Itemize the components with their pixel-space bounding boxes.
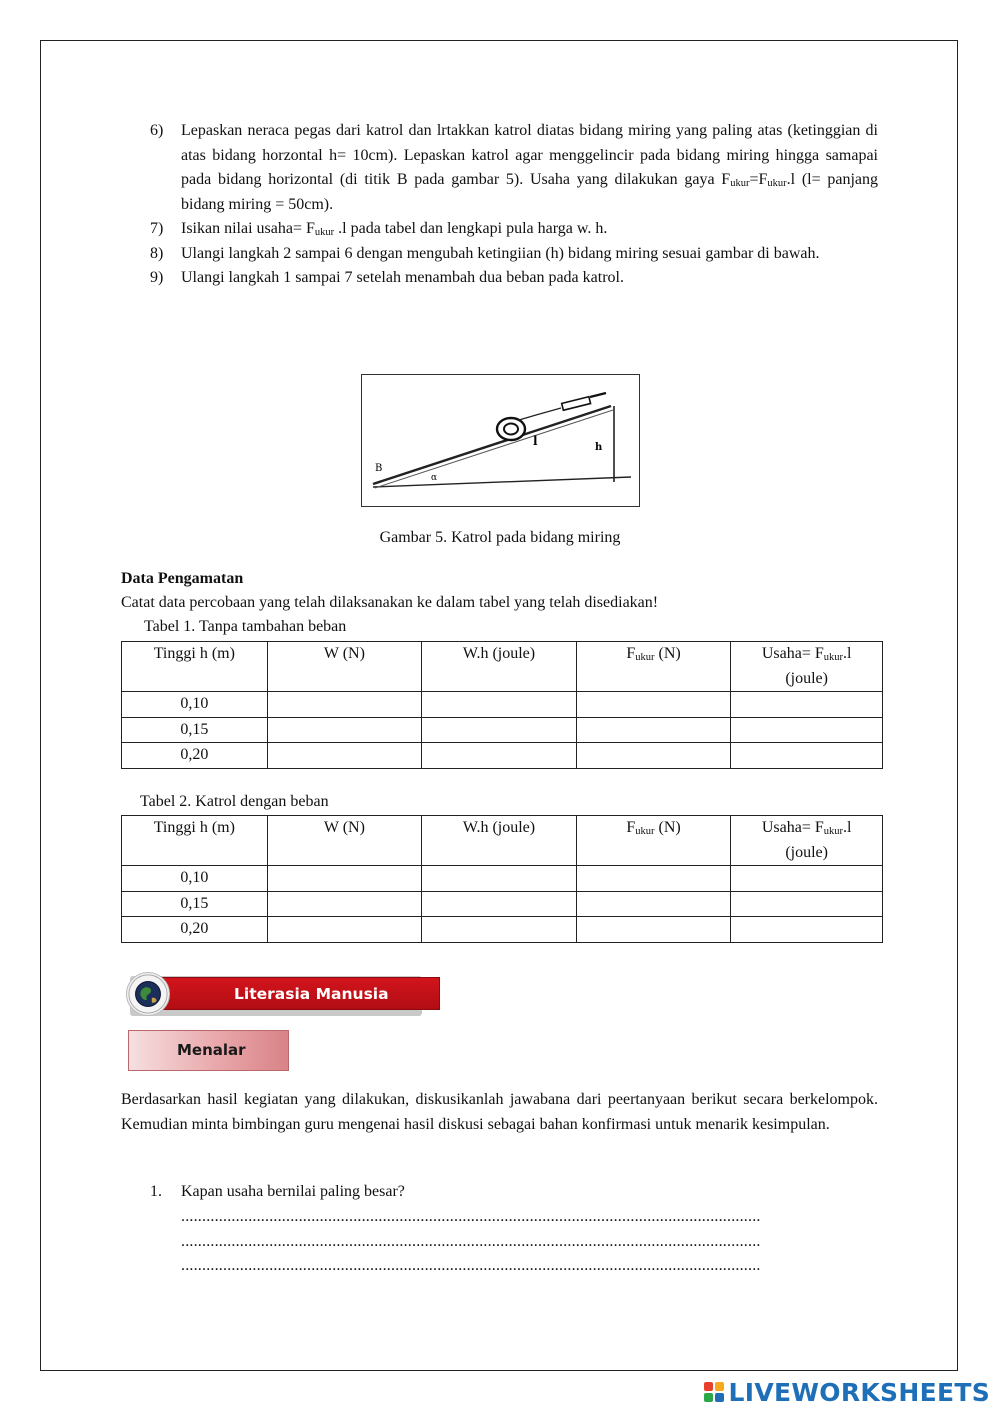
header-fukur: $F_{ukur}$ (N) xyxy=(576,816,731,866)
cell-usaha[interactable] xyxy=(731,717,883,743)
header-usaha: Usaha= $F_{ukur}.l$ (joule) xyxy=(731,642,883,692)
step-number: 6) xyxy=(150,122,164,139)
cell-fukur[interactable] xyxy=(576,717,731,743)
cell-wh[interactable] xyxy=(422,717,577,743)
cell-tinggi: 0,10 xyxy=(122,692,268,718)
cell-fukur[interactable] xyxy=(576,917,731,943)
table1-caption: Tabel 1. Tanpa tambahan beban xyxy=(144,618,347,635)
cell-wh[interactable] xyxy=(422,917,577,943)
header-fukur: $F_{ukur}$ (N) xyxy=(576,642,731,692)
step-number: 7) xyxy=(150,220,164,237)
cell-tinggi: 0,20 xyxy=(122,743,268,769)
table-row xyxy=(122,866,883,892)
cell-tinggi: 0,15 xyxy=(122,717,268,743)
cell-w[interactable] xyxy=(267,917,422,943)
cell-fukur[interactable] xyxy=(576,743,731,769)
cell-w[interactable] xyxy=(267,891,422,917)
question-text: Kapan usaha bernilai paling besar? xyxy=(181,1183,405,1200)
steps-list xyxy=(150,119,878,291)
cell-fukur[interactable] xyxy=(576,692,731,718)
cell-w[interactable] xyxy=(267,743,422,769)
table-header-row xyxy=(122,816,883,866)
answer-line[interactable]: .......................................................................................................................................... xyxy=(181,1233,761,1250)
cell-w[interactable] xyxy=(267,717,422,743)
table-row xyxy=(122,717,883,743)
step-text: Ulangi langkah 2 sampai 6 dengan mengubah ketingiian (h) bidang miring sesuai gambar di bawah. xyxy=(181,244,820,262)
header-tinggi: Tinggi h (m) xyxy=(122,642,268,692)
table-header-row xyxy=(122,642,883,692)
table-row xyxy=(122,692,883,718)
pulley-icon xyxy=(497,418,525,440)
menalar-box xyxy=(128,1030,289,1071)
table-row xyxy=(122,917,883,943)
liveworksheets-logo xyxy=(704,1377,990,1407)
step-8 xyxy=(150,242,878,267)
cell-usaha[interactable] xyxy=(731,692,883,718)
inclined-plane-figure xyxy=(361,374,640,507)
table2-caption: Tabel 2. Katrol dengan beban xyxy=(140,793,329,810)
logo-text: LIVEWORKSHEETS xyxy=(728,1377,990,1407)
literasia-label: Literasia Manusia xyxy=(234,985,389,1003)
step-number: 8) xyxy=(150,244,164,262)
label-alpha: α xyxy=(431,473,438,483)
question-number: 1. xyxy=(150,1183,162,1200)
answer-line[interactable]: .......................................................................................................................................... xyxy=(181,1257,761,1274)
cell-usaha[interactable] xyxy=(731,917,883,943)
cell-fukur[interactable] xyxy=(576,891,731,917)
discussion-paragraph: Berdasarkan hasil kegiatan yang dilakukan, diskusikanlah jawabana dari peertanyaan berikut secara berkelompok. Kemudian minta bimbingan guru mengenai hasil diskusi sebagai bahan konfirmasi untuk menarik kesimpulan. xyxy=(121,1091,878,1133)
data-section-instruction: Catat data percobaan yang telah dilaksanakan ke dalam tabel yang telah disediakan! xyxy=(121,594,659,611)
step-text: Isikan nilai usaha= $F_{ukur}$ .l pada tabel dan lengkapi pula harga w. h. xyxy=(181,220,608,238)
figure-caption: Gambar 5. Katrol pada bidang miring xyxy=(379,529,621,546)
table-2 xyxy=(121,815,883,943)
cell-tinggi: 0,15 xyxy=(122,891,268,917)
literasia-banner xyxy=(126,972,422,1016)
step-9 xyxy=(150,266,878,291)
label-b: B xyxy=(375,463,383,474)
table-row xyxy=(122,891,883,917)
table-1 xyxy=(121,641,883,769)
data-section-title: Data Pengamatan xyxy=(121,570,244,587)
cell-usaha[interactable] xyxy=(731,866,883,892)
step-7 xyxy=(150,217,878,242)
cell-tinggi: 0,20 xyxy=(122,917,268,943)
cell-tinggi: 0,10 xyxy=(122,866,268,892)
header-wh: W.h (joule) xyxy=(422,816,577,866)
header-w: W (N) xyxy=(267,642,422,692)
cell-fukur[interactable] xyxy=(576,866,731,892)
cell-w[interactable] xyxy=(267,692,422,718)
globe-icon xyxy=(126,972,170,1016)
cell-wh[interactable] xyxy=(422,692,577,718)
step-text: Ulangi langkah 1 sampai 7 setelah menambah dua beban pada katrol. xyxy=(181,269,624,286)
label-h: h xyxy=(595,442,603,453)
menalar-label: Menalar xyxy=(177,1041,246,1059)
cell-usaha[interactable] xyxy=(731,891,883,917)
cell-usaha[interactable] xyxy=(731,743,883,769)
cell-wh[interactable] xyxy=(422,866,577,892)
label-l: l xyxy=(533,434,538,448)
cell-wh[interactable] xyxy=(422,743,577,769)
step-6 xyxy=(150,119,878,217)
header-w: W (N) xyxy=(267,816,422,866)
step-number: 9) xyxy=(150,269,164,286)
cell-wh[interactable] xyxy=(422,891,577,917)
step-text: Lepaskan neraca pegas dari katrol dan lrtakkan katrol diatas bidang miring yang paling atas (ketinggian di atas bidang horzontal h= 10cm). Lepaskan katrol agar menggelincir pada bidang miring hingga samapai pada bidang horizontal (di titik B pada gambar 5). Usaha yang dilakukan gaya $F_{ukur}=F_{ukur}.l$ (l= panjang bidang miring = 50cm). xyxy=(181,122,879,213)
table-row xyxy=(122,743,883,769)
header-usaha: Usaha= $F_{ukur}.l$ (joule) xyxy=(731,816,883,866)
logo-grid-icon xyxy=(704,1382,724,1402)
cell-w[interactable] xyxy=(267,866,422,892)
header-tinggi: Tinggi h (m) xyxy=(122,816,268,866)
answer-line[interactable]: .......................................................................................................................................... xyxy=(181,1208,761,1225)
header-wh: W.h (joule) xyxy=(422,642,577,692)
